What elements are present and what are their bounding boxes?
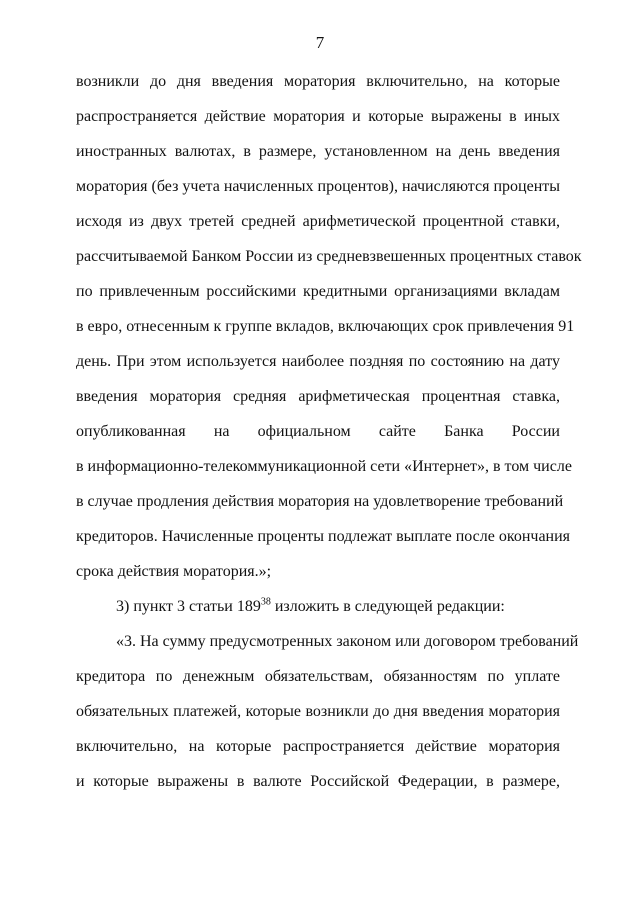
text-line: исходя из двух третей средней арифметической процентной ставки, bbox=[76, 213, 560, 230]
quote-line: и которые выражены в валюте Российской Федерации, в размере, bbox=[76, 773, 560, 790]
quote-line: «3. На сумму предусмотренных законом или договором требований bbox=[116, 633, 579, 650]
item-3-text: 3) пункт 3 статьи 189 bbox=[116, 598, 261, 615]
text-line: в информационно-телекоммуникационной сети «Интернет», в том числе bbox=[76, 458, 572, 475]
text-line: срока действия моратория.»; bbox=[76, 563, 272, 580]
text-line: распространяется действие моратория и которые выражены в иных bbox=[76, 108, 560, 125]
text-line: иностранных валютах, в размере, установленном на день введения bbox=[76, 143, 560, 160]
article-superscript: 38 bbox=[260, 596, 271, 608]
text-line: возникли до дня введения моратория включительно, на которые bbox=[76, 73, 560, 90]
item-3-line bbox=[116, 597, 560, 617]
text-line: рассчитываемой Банком России из средневзвешенных процентных ставок bbox=[76, 248, 582, 265]
text-line: день. При этом используется наиболее поздняя по состоянию на дату bbox=[76, 353, 560, 370]
page-number: 7 bbox=[315, 33, 325, 52]
text-line: введения моратория средняя арифметическая процентная ставка, bbox=[76, 388, 560, 405]
text-line: моратория (без учета начисленных процентов), начисляются проценты bbox=[76, 178, 560, 195]
text-line: в евро, отнесенным к группе вкладов, включающих срок привлечения 91 bbox=[76, 318, 575, 335]
item-3-text-end: изложить в следующей редакции: bbox=[270, 598, 505, 615]
text-line: по привлеченным российскими кредитными организациями вкладам bbox=[76, 283, 560, 300]
text-line: опубликованная на официальном сайте Банка России bbox=[76, 423, 560, 440]
quote-line: кредитора по денежным обязательствам, обязанностям по уплате bbox=[76, 668, 560, 685]
quote-line: обязательных платежей, которые возникли до дня введения моратория bbox=[76, 703, 560, 720]
quote-line: включительно, на которые распространяется действие моратория bbox=[76, 738, 560, 755]
text-line: в случае продления действия моратория на удовлетворение требований bbox=[76, 493, 564, 510]
text-line: кредиторов. Начисленные проценты подлежат выплате после окончания bbox=[76, 528, 571, 545]
